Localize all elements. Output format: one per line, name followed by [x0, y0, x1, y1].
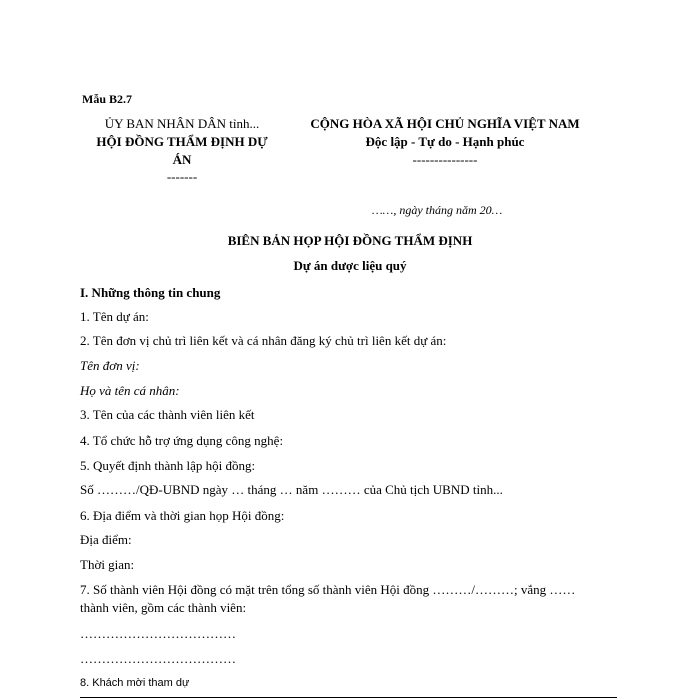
item-8: 8. Khách mời tham dự — [80, 677, 190, 689]
right-header-divider: --------------- — [412, 152, 478, 167]
item-6: 6. Địa điểm và thời gian họp Hội đồng: — [80, 508, 285, 523]
section-heading: I. Những thông tin chung — [80, 285, 221, 300]
item-4: 4. Tổ chức hỗ trợ ứng dụng công nghệ: — [80, 433, 284, 448]
document-subtitle: Dự án dược liệu quý — [293, 258, 407, 273]
time-label: Thời gian: — [80, 557, 135, 572]
item-5: 5. Quyết định thành lập hội đồng: — [80, 458, 256, 473]
blank-line: ……………………………… — [80, 626, 236, 641]
issuing-authority: ỦY BAN NHÂN DÂN tỉnh... — [104, 116, 260, 131]
document-title: BIÊN BẢN HỌP HỘI ĐỒNG THẨM ĐỊNH — [227, 233, 473, 248]
item-1: 1. Tên dự án: — [80, 309, 149, 324]
person-name-label: Họ và tên cá nhân: — [80, 383, 180, 398]
form-code: Mẫu B2.7 — [82, 92, 133, 106]
item-2: 2. Tên đơn vị chủ trì liên kết và cá nhân đăng ký chủ trì liên kết dự án: — [80, 333, 447, 348]
national-motto: Độc lập - Tự do - Hạnh phúc — [365, 134, 525, 149]
blank-line: ……………………………… — [80, 651, 236, 666]
council-name-cont: ÁN — [172, 152, 192, 167]
bottom-divider — [80, 697, 617, 698]
unit-name-label: Tên đơn vị: — [80, 358, 140, 373]
location-label: Địa điểm: — [80, 532, 132, 547]
decision-line: Số ………/QĐ-UBND ngày … tháng … năm ……… của Chủ tịch UBND tỉnh... — [80, 482, 503, 497]
council-name: HỘI ĐỒNG THẨM ĐỊNH DỰ — [96, 134, 268, 149]
left-header-divider: ------- — [166, 169, 198, 184]
item-3: 3. Tên của các thành viên liên kết — [80, 407, 255, 422]
item-7: 7. Số thành viên Hội đồng có mặt trên tổng số thành viên Hội đồng ………/………; vắng …… — [80, 582, 576, 597]
date-line: ……, ngày tháng năm 20… — [372, 203, 503, 217]
item-7-cont: thành viên, gồm các thành viên: — [80, 600, 247, 615]
national-title: CỘNG HÒA XÃ HỘI CHỦ NGHĨA VIỆT NAM — [310, 116, 580, 131]
